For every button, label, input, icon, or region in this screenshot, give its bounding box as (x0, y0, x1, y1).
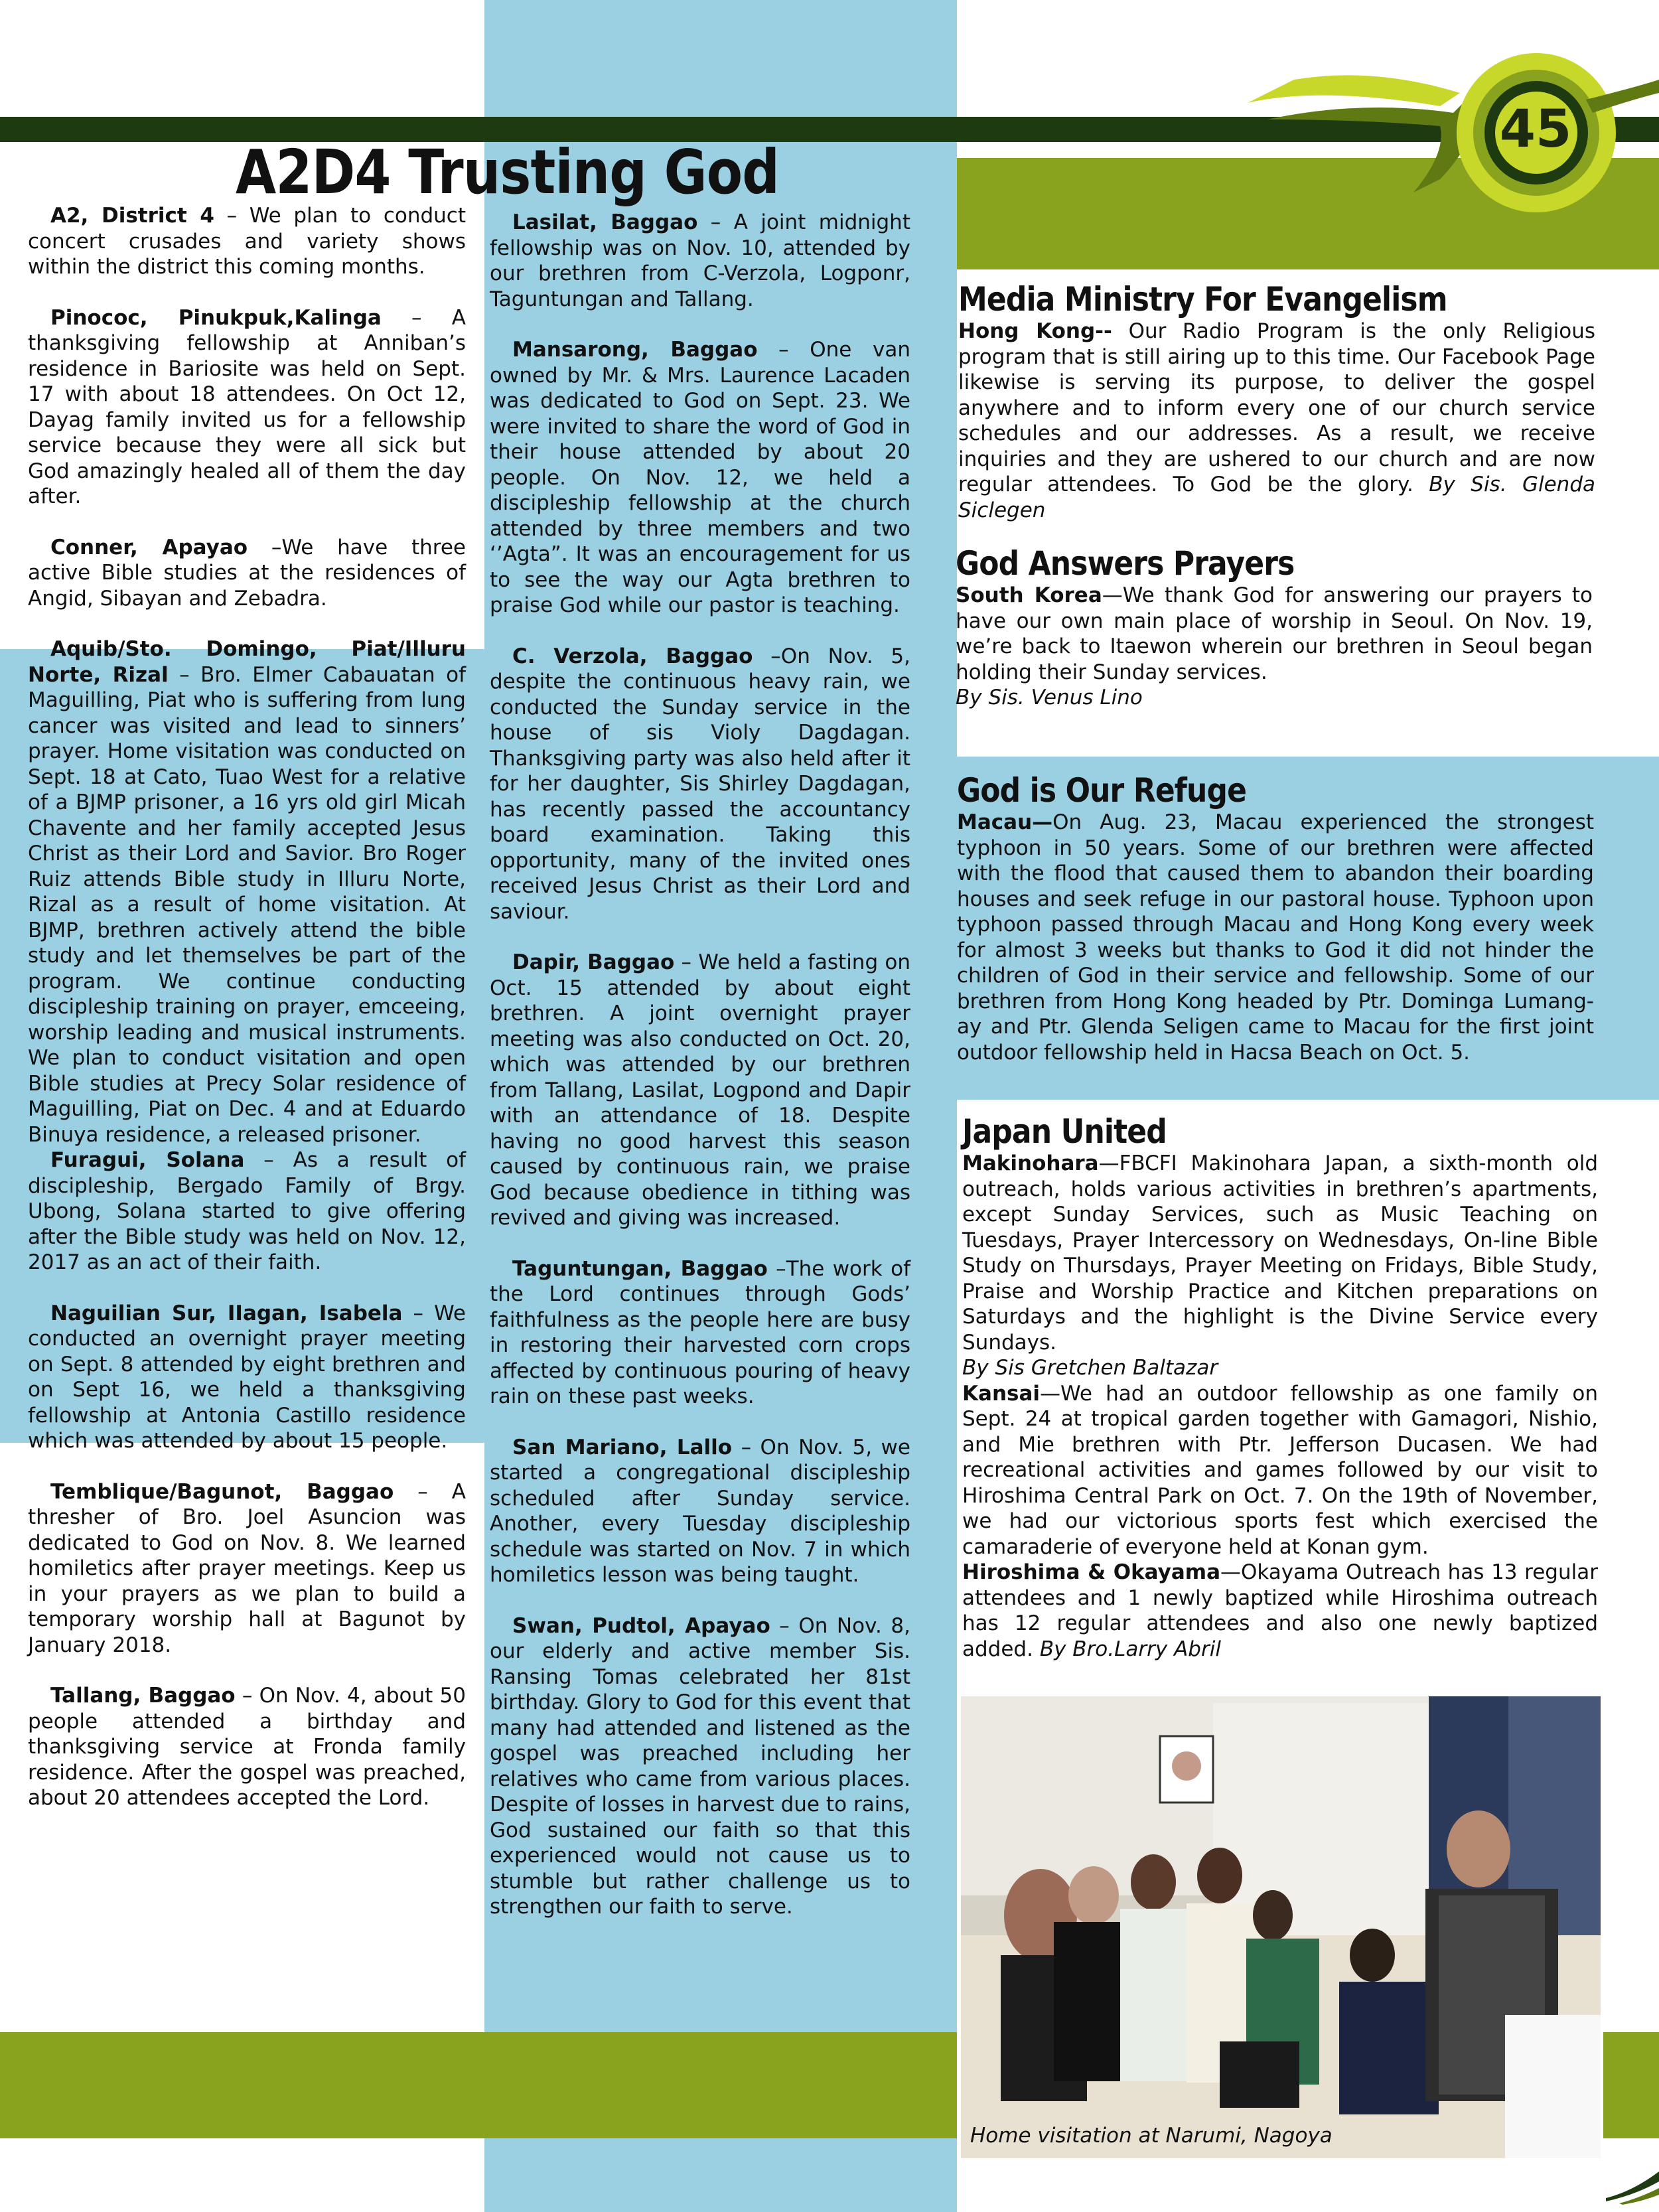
article-tallang: Tallang, Baggao – On Nov. 4, about 50 people attended a birthday and thanksgiving service at Fronda family residence. After the gospel was preached, about 20 attendees accepted the Lord. (28, 1684, 466, 1810)
page-number: 45 (1499, 100, 1572, 159)
bottom-green-band (0, 2032, 957, 2138)
section-title-refuge: God is Our Refuge (957, 771, 1247, 810)
section-japan-united: Japan United Makinohara—FBCFI Makinohara Japan, a sixth-month old outreach, holds various activities in brethren’s apartments, except Sunday Services, such as Music Teaching on Tuesdays, Prayer Intercessory on Wednesdays, On-line Bible Study on Thursdays, Prayer Meeting on Fridays, Bible Study, Praise and Worship Practice and Kitchen preparations on Saturdays and the highlight is the Divine Service every Sundays. By Sis Gretchen Baltazar Kansai—We had an outdoor fellowship as one family on Sept. 24 at tropical garden together with Gamagori, Nishio, and Mie brethren with Ptr. Jefferson Ducasen. We had recreational activities and games followed by our visit to Hiroshima Central Park on Oct. 7. On the 19th of November, we had our victorious sports fest which exercised the camaraderie of everyone held at Konan gym. Hiroshima & Okayama—Okayama Outreach has 13 regular attendees and 1 newly baptized while Hiroshima outreach has 12 regular attendees and also one newly baptized added. By Bro.Larry Abril (962, 1112, 1598, 1661)
article-a2: A2, District 4 – We plan to conduct concert crusades and variety shows within the district this coming months. (28, 204, 466, 279)
section-title-prayers: God Answers Prayers (956, 544, 1295, 583)
article-conner: Conner, Apayao –We have three active Bible studies at the residences of Angid, Sibayan and Zebadra. (28, 535, 466, 611)
section-media-ministry: Media Ministry For Evangelism Hong Kong-- Our Radio Program is the only Religious program that is still airing up to this time. Our Facebook Page likewise is serving its purpose, to deliver the gospel anywhere and to inform every one of our church service schedules and our addresses. As a result, we receive inquiries and they are ushered to our church and are now regular attendees. To God be the glory. By Sis. Glenda Siclegen (958, 280, 1596, 522)
article-temblique: Temblique/Bagunot, Baggao – A thresher of Bro. Joel Asuncion was dedicated to God on Nov. 8. We learned homiletics after prayer meetings. Keep us in your prayers as we plan to build a temporary worship hall at Bagunot by January 2018. (28, 1479, 466, 1657)
column-1 (28, 203, 466, 1836)
article-mansarong: Mansarong, Baggao – One van owned by Mr. & Mrs. Laurence Lacaden was dedicated to God on Sept. 23. We were invited to share the word of God in their house attended by about 20 people. On Nov. 12, we held a discipleship fellowship at the church attended by three members and two ‘’Agta”. It was an encouragement for us to see the way our Agta brethren to praise God while our pastor is teaching. (490, 338, 910, 617)
bottom-right-green-band (1603, 2032, 1659, 2138)
article-dapir: Dapir, Baggao – We held a fasting on Oct. 15 attended by about eight brethren. A joint overnight prayer meeting was also conducted on Oct. 20, which was attended by our brethren from Tallang, Lasilat, Logpond and Dapir with an attendance of 18. Despite having no good harvest this season caused by continuous rain, we praise God because obedience in tithing was revived and giving was increased. (490, 950, 910, 1230)
article-sanmariano: San Mariano, Lallo – On Nov. 5, we started a congregational discipleship scheduled after Sunday service. Another, every Tuesday discipleship schedule was started on Nov. 7 in which homiletics lesson was being taught. (490, 1435, 910, 1587)
article-furagui: Furagui, Solana – As a result of discipleship, Bergado Family of Brgy. Ubong, Solana started to give offering after the Bible study was held on Nov. 12, 2017 as an act of their faith. (28, 1148, 466, 1274)
section-title-media: Media Ministry For Evangelism (958, 280, 1447, 319)
section-god-answers-prayers: God Answers Prayers South Korea—We thank God for answering our prayers to have our own main place of worship in Seoul. On Nov. 19, we’re back to Itaewon wherein our brethren in Seoul began holding their Sunday services. By Sis. Venus Lino (956, 544, 1593, 709)
article-naguilian: Naguilian Sur, IIagan, Isabela – We conducted an overnight prayer meeting on Sept. 8 attended by eight brethren and on Sept 16, we held a thanksgiving fellowship at Antonia Castillo residence which was attended by about 15 people. (28, 1301, 466, 1453)
article-taguntungan: Taguntungan, Baggao –The work of the Lord continues through Gods’ faithfulness as the people here are busy in restoring their harvested corn crops affected by continuous pouring of heavy rain on these past weeks. (490, 1256, 910, 1408)
page-title: A2D4 Trusting God (236, 137, 780, 208)
article-pinococ: Pinococ, Pinukpuk,Kalinga – A thanksgiving fellowship at Anniban’s residence in Bariosite was held on Sept. 17 with about 18 attendees. On Oct 12, Dayag family invited us for a fellowship service because they were all sick but God amazingly healed all of them the day after. (28, 305, 466, 508)
article-swan: Swan, Pudtol, Apayao – On Nov. 8, our elderly and active member Sis. Ransing Tomas celebrated her 81st birthday. Glory to God for this event that many had attended and listened as the gospel was preached including her relatives who came from various places. Despite of losses in harvest due to rains, God sustained our faith so that this experienced would not cause us to stumble but rather challenge us to strengthen our faith to serve. (490, 1613, 910, 1919)
page-logo (1241, 40, 1659, 212)
section-title-japan: Japan United (962, 1112, 1167, 1151)
article-verzola: C. Verzola, Baggao –On Nov. 5, despite the continuous heavy rain, we conducted the Sunday service in the house of sis Violy Dagdagan. Thanksgiving party was also held after it for her daughter, Sis Shirley Dagdagan, has recently passed the accountancy board examination. Taking this opportunity, many of the invited ones received Jesus Christ as their Lord and saviour. (490, 644, 911, 924)
article-aquib: Aquib/Sto. Domingo, Piat/Illuru Norte, Rizal – Bro. Elmer Cabauatan of Maguilling, Piat who is suffering from lung cancer was visited and lead to sinners’ prayer. Home visitation was conducted on Sept. 18 at Cato, Tuao West for a relative of a BJMP prisoner, a 16 yrs old girl Micah Chavente and her family accepted Jesus Christ as their Lord and Savior. Bro Roger Ruiz attends Bible study in Illuru Norte, Rizal as a result of home visitation. At BJMP, brethren actively attend the bible study and let themselves be part of the program. We continue conducting discipleship training on prayer, emceeing, worship leading and musical instruments. We plan to conduct visitation and open Bible studies at Precy Solar residence of Maguilling, Piat on Dec. 4 and at Eduardo Binuya residence, a released prisoner. (28, 637, 466, 1147)
home-visitation-photo (961, 1696, 1601, 2158)
bottom-decoration (1606, 2165, 1659, 2205)
article-lasilat: Lasilat, Baggao – A joint midnight fellowship was on Nov. 10, attended by our brethren from C-Verzola, Logponr, Taguntungan and Tallang. (490, 210, 910, 311)
column-2 (490, 210, 910, 1945)
photo-caption: Home visitation at Narumi, Nagoya (970, 2124, 1333, 2148)
section-god-is-our-refuge: God is Our Refuge Macau—On Aug. 23, Macau experienced the strongest typhoon in 50 years. Some of our brethren were affected with the flood that caused them to abandon their boarding houses and seek refuge in our pastoral house. Typhoon upon typhoon passed through Macau and Hong Kong every week for almost 3 weeks but thanks to God it did not hinder the children of God in their service and fellowship. Some of our brethren from Hong Kong headed by Ptr. Dominga Lumang-ay and Ptr. Glenda Seligen came to Macau for the first joint outdoor fellowship held in Hacsa Beach on Oct. 5. (957, 771, 1594, 1065)
